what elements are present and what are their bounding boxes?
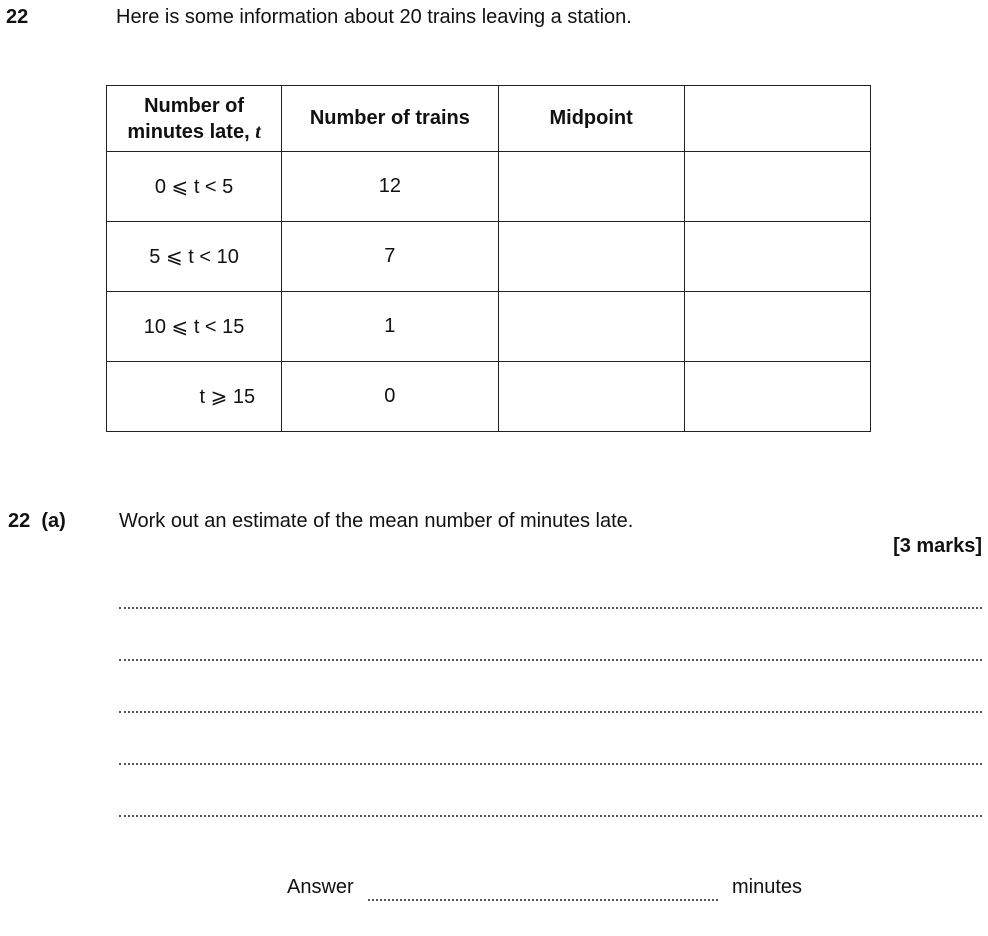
table-header-row <box>107 86 871 152</box>
table-row <box>107 222 871 292</box>
midpoint-cell[interactable] <box>498 292 684 362</box>
working-line[interactable] <box>119 815 982 817</box>
header-minutes-late <box>107 86 282 152</box>
table-row <box>107 292 871 362</box>
part-a-label: 22 (a) <box>8 510 66 532</box>
question-number: 22 <box>6 6 29 28</box>
midpoint-cell[interactable] <box>498 222 684 292</box>
midpoint-cell[interactable] <box>498 152 684 222</box>
header-variable-t: t <box>255 120 261 143</box>
header-minutes-late-line1: Number of <box>144 94 245 117</box>
header-minutes-late-text: minutes late, <box>127 120 256 143</box>
answer-unit: minutes <box>732 876 803 898</box>
question-intro: Here is some information about 20 trains leaving a station. <box>116 6 632 28</box>
answer-input-line[interactable] <box>368 899 718 901</box>
header-blank <box>684 86 870 152</box>
extra-cell[interactable] <box>684 362 870 432</box>
working-line[interactable] <box>119 711 982 713</box>
header-midpoint: Midpoint <box>498 86 684 152</box>
trains-cell: 0 <box>282 362 498 432</box>
part-a-question: Work out an estimate of the mean number of minutes late. <box>119 510 634 532</box>
extra-cell[interactable] <box>684 222 870 292</box>
header-number-of-trains: Number of trains <box>282 86 498 152</box>
header-minutes-late-line2 <box>107 119 281 145</box>
midpoint-cell[interactable] <box>498 362 684 432</box>
marks-label: [3 marks] <box>893 535 982 557</box>
interval-cell: t ⩾ 15 <box>107 362 282 432</box>
working-line[interactable] <box>119 607 982 609</box>
working-line[interactable] <box>119 659 982 661</box>
working-line[interactable] <box>119 763 982 765</box>
trains-table <box>106 85 871 432</box>
interval-cell: 5 ⩽ t < 10 <box>107 222 282 292</box>
interval-cell: 10 ⩽ t < 15 <box>107 292 282 362</box>
table-row <box>107 362 871 432</box>
trains-cell: 12 <box>282 152 498 222</box>
trains-cell: 7 <box>282 222 498 292</box>
table-row <box>107 152 871 222</box>
extra-cell[interactable] <box>684 152 870 222</box>
trains-cell: 1 <box>282 292 498 362</box>
extra-cell[interactable] <box>684 292 870 362</box>
answer-label: Answer <box>287 876 354 898</box>
interval-cell: 0 ⩽ t < 5 <box>107 152 282 222</box>
